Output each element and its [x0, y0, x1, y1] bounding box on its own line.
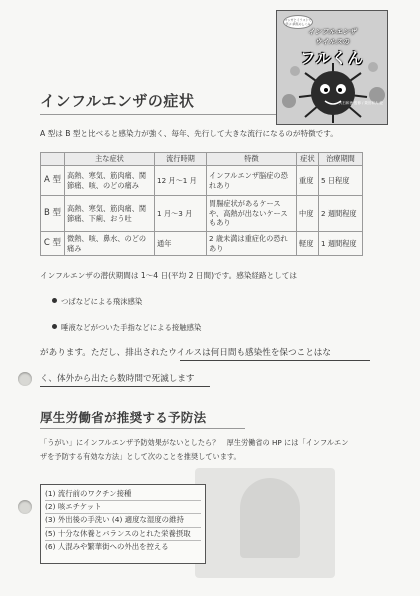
- treatment-cell: 1 週間程度: [319, 232, 363, 256]
- table-header: [41, 153, 65, 166]
- prevention-intro-line1: 「うがい」にインフルエンザ予防効果がないとしたら？ 厚生労働省の HP には「インフルエン: [40, 438, 349, 447]
- severity-cell: 中度: [297, 196, 319, 232]
- table-row: [41, 232, 363, 256]
- severity-cell: 軽度: [297, 232, 319, 256]
- table-row: [41, 166, 363, 196]
- period-cell: 1 月～3 月: [155, 196, 207, 232]
- recommendation-item: (1) 流行前のワクチン接種: [45, 488, 201, 501]
- intro-text: A 型は B 型と比べると感染力が強く、毎年、先行して大きな流行になるのが特徴です。: [40, 129, 338, 138]
- underline: [180, 360, 370, 361]
- section-heading-prevention: 厚生労働省が推奨する予防法: [40, 410, 207, 425]
- cover-title-line2: ウイルスの: [314, 38, 350, 46]
- symptom-table: [40, 152, 363, 256]
- punch-hole: [18, 372, 32, 386]
- period-cell: 通年: [155, 232, 207, 256]
- recommendation-box: [40, 484, 206, 564]
- symptoms-cell: 高熱、寒気、筋肉痛、関節痛、下痢、おう吐: [65, 196, 155, 232]
- underline: [40, 386, 210, 387]
- section-heading-symptoms: インフルエンザの症状: [40, 92, 195, 110]
- treatment-cell: 2 週間程度: [319, 196, 363, 232]
- table-header: 症状: [297, 153, 319, 166]
- route-text: つばなどによる飛沫感染: [61, 297, 143, 306]
- cover-author: 大石和徳 監修 / 栗田和大 絵: [338, 101, 383, 105]
- table-header: 流行時期: [155, 153, 207, 166]
- punch-hole: [18, 500, 32, 514]
- period-cell: 12 月～1 月: [155, 166, 207, 196]
- cover-main-title: フルくん: [300, 49, 364, 67]
- feature-cell: 胃腸症状があるケースや、高熱が出ないケースもあり: [207, 196, 297, 232]
- cover-badge: マンガとイラストで学ぶ 病気のしくみ: [283, 15, 313, 29]
- heading-rule: [40, 114, 276, 115]
- incubation-text: インフルエンザの潜伏期間は 1～4 日(平均 2 日間)です。感染経路としては: [40, 271, 297, 280]
- recommendation-item: (2) 咳エチケット: [45, 501, 201, 514]
- treatment-cell: 5 日程度: [319, 166, 363, 196]
- table-header: 主な症状: [65, 153, 155, 166]
- feature-cell: 2 歳未満は重症化の恐れあり: [207, 232, 297, 256]
- virus-type-cell: A 型: [41, 166, 65, 196]
- feature-cell: インフルエンザ脳症の恐れあり: [207, 166, 297, 196]
- table-header-row: [41, 153, 363, 166]
- virus-type-cell: C 型: [41, 232, 65, 256]
- route-text: 唾液などがついた手指などによる接触感染: [61, 323, 202, 332]
- symptoms-cell: 高熱、寒気、筋肉痛、関節痛、咳、のどの痛み: [65, 166, 155, 196]
- survival-text-line1: があります。ただし、排出されたウイルスは何日間も感染性を保つことはな: [40, 348, 331, 358]
- survival-text-line2: く、体外から出たら数時間で死滅します: [40, 374, 195, 384]
- bullet-dot: [52, 324, 57, 329]
- symptoms-cell: 微熱、咳、鼻水、のどの痛み: [65, 232, 155, 256]
- route-item: [52, 296, 142, 307]
- book-cover-image: [276, 10, 388, 125]
- recommendation-item: (5) 十分な休養とバランスのとれた栄養摂取: [45, 528, 201, 541]
- bullet-dot: [52, 298, 57, 303]
- virus-type-cell: B 型: [41, 196, 65, 232]
- prevention-intro-line2: ザを予防する有効な方法」として次のことを推奨しています。: [40, 452, 241, 461]
- cover-title-line1: インフルエンザ: [307, 28, 357, 36]
- recommendation-item: (6) 人混みや繁華街への外出を控える: [45, 541, 169, 551]
- table-header: 特徴: [207, 153, 297, 166]
- heading-rule: [40, 428, 245, 429]
- route-item: [52, 322, 201, 333]
- recommendation-item: (3) 外出後の手洗い (4) 適度な湿度の維持: [45, 514, 201, 527]
- background-illustration: [240, 478, 300, 558]
- table-row: [41, 196, 363, 232]
- severity-cell: 重度: [297, 166, 319, 196]
- table-header: 治療期間: [319, 153, 363, 166]
